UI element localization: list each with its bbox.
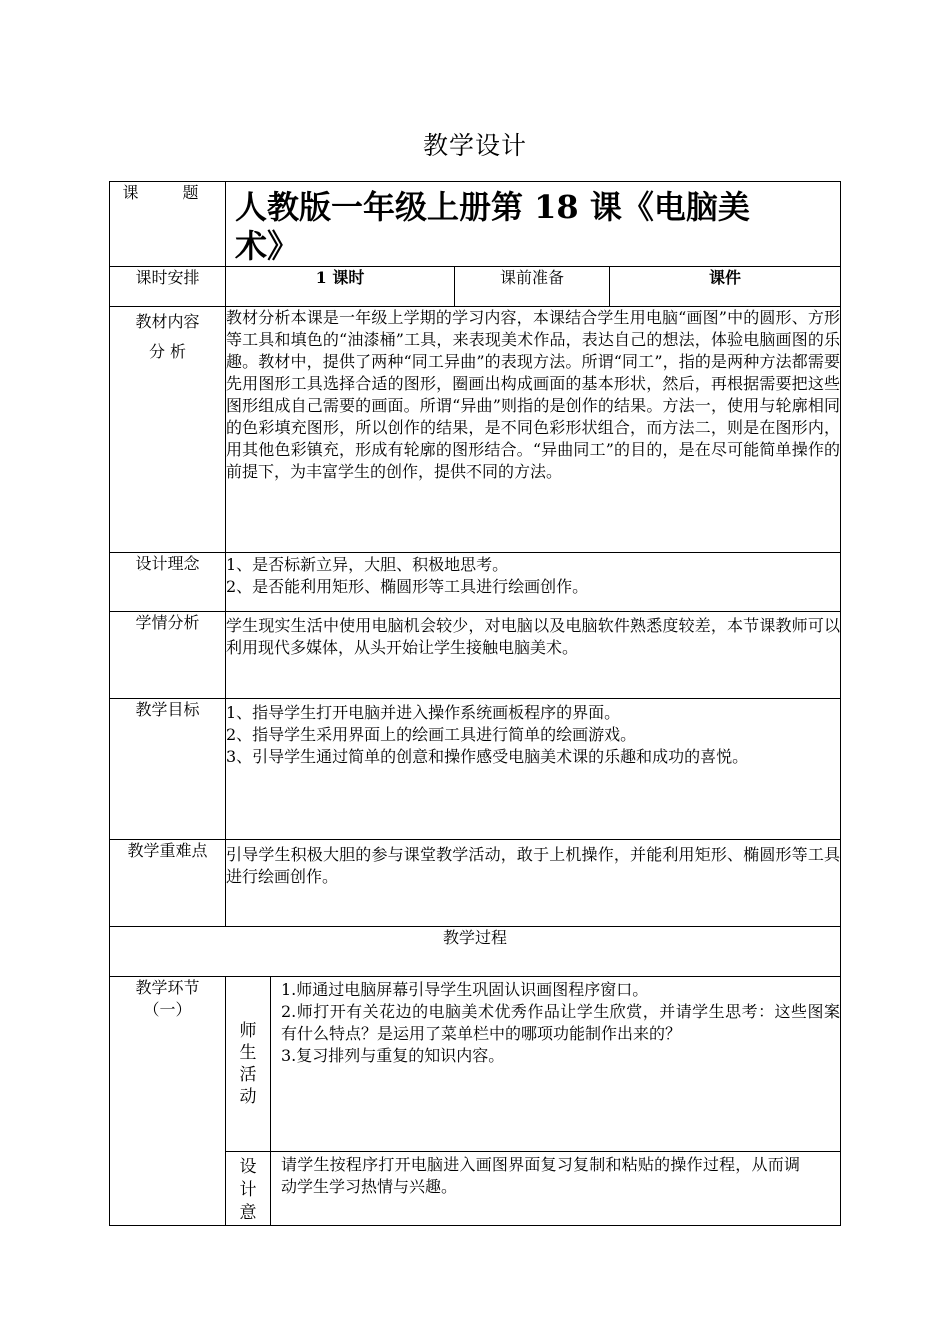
- schedule-label: 课时安排: [110, 267, 226, 307]
- content-analysis-row: [110, 307, 841, 553]
- goal-line: 2、指导学生采用界面上的绘画工具进行简单的绘画游戏。: [226, 725, 637, 744]
- teaching-goals-row: [110, 699, 841, 840]
- schedule-value: 1 课时: [226, 267, 455, 307]
- key-points-row: [110, 840, 841, 927]
- student-analysis-text: 学生现实生活中使用电脑机会较少，对电脑以及电脑软件熟悉度较差，本节课教师可以利用现代多媒体，从头开始让学生接触电脑美术。: [226, 612, 841, 699]
- schedule-row: [110, 267, 841, 307]
- key-points-text: 引导学生积极大胆的参与课堂教学活动，敢于上机操作，并能利用矩形、椭圆形等工具进行绘画创作。: [226, 840, 841, 927]
- activity-line: 1.师通过电脑屏幕引导学生巩固认识画图程序窗口。: [281, 980, 649, 999]
- lesson-plan-table: [109, 181, 841, 1226]
- design-concept-row: [110, 553, 841, 612]
- content-analysis-label: 教材内容 分 析: [110, 307, 226, 553]
- document-title: 教学设计: [422, 131, 527, 160]
- teaching-goals-label: 教学目标: [110, 699, 226, 840]
- design-concept-label: 设计理念: [110, 553, 226, 612]
- lesson-title: 人教版一年级上册第 18 课《电脑美术》: [235, 188, 750, 265]
- prep-label: 课前准备: [455, 267, 610, 307]
- design-concept-text: [226, 553, 841, 612]
- process-heading-row: [110, 927, 841, 977]
- process-heading: 教学过程: [110, 927, 841, 977]
- activity-line: 3.复习排列与重复的知识内容。: [281, 1046, 505, 1065]
- intent-label-cell: [226, 1152, 271, 1226]
- concept-line: 1、是否标新立异，大胆、积极地思考。: [226, 555, 509, 574]
- teaching-goals-text: [226, 699, 841, 840]
- activity-line: 2.师打开有关花边的电脑美术优秀作品让学生欣赏，并请学生思考：这些图案有什么特点？是运用了菜单栏中的哪项功能制作出来的？: [281, 1002, 840, 1043]
- prep-value: 课件: [610, 267, 841, 307]
- stage-label: 教学环节 （一）: [110, 977, 226, 1226]
- goal-line: 3、引导学生通过简单的创意和操作感受电脑美术课的乐趣和成功的喜悦。: [226, 747, 749, 766]
- intent-label: 设 计 意: [239, 1157, 257, 1223]
- student-analysis-row: [110, 612, 841, 699]
- activity-text: [271, 977, 841, 1152]
- intent-text: 请学生按程序打开电脑进入画图界面复习复制和粘贴的操作过程，从而调动学生学习热情与兴趣。: [271, 1152, 841, 1226]
- goal-line: 1、指导学生打开电脑并进入操作系统画板程序的界面。: [226, 703, 621, 722]
- concept-line: 2、是否能利用矩形、椭圆形等工具进行绘画创作。: [226, 577, 589, 596]
- activity-label: 师 生 活 动: [239, 1021, 257, 1107]
- student-analysis-label: 学情分析: [110, 612, 226, 699]
- topic-label: 课 题: [110, 182, 226, 267]
- stage-activity-row: [110, 977, 841, 1152]
- activity-label-cell: [226, 977, 271, 1152]
- key-points-label: 教学重难点: [110, 840, 226, 927]
- topic-row: [110, 182, 841, 267]
- content-analysis-text: 教材分析本课是一年级上学期的学习内容，本课结合学生用电脑“画图”中的圆形、方形等工具和填色的“油漆桶”工具，来表现美术作品，表达自己的想法，体验电脑画图的乐趣。教材中，提供了两种“同工异曲”的表现方法。所谓“同工”，指的是两种方法都需要先用图形工具选择合适的图形，圈画出构成画面的基本形状，然后，再根据需要把这些图形组成自己需要的画面。所谓“异曲”则指的是创作的结果。方法一，使用与轮廓相同的色彩填充图形，所以创作的结果，是不同色彩形状组合，而方法二，则是在图形内，用其他色彩镇充，形成有轮廓的图形结合。“异曲同工”的目的，是在尽可能简单操作的前提下，为丰富学生的创作，提供不同的方法。: [226, 307, 841, 553]
- topic-value-cell: [226, 182, 841, 267]
